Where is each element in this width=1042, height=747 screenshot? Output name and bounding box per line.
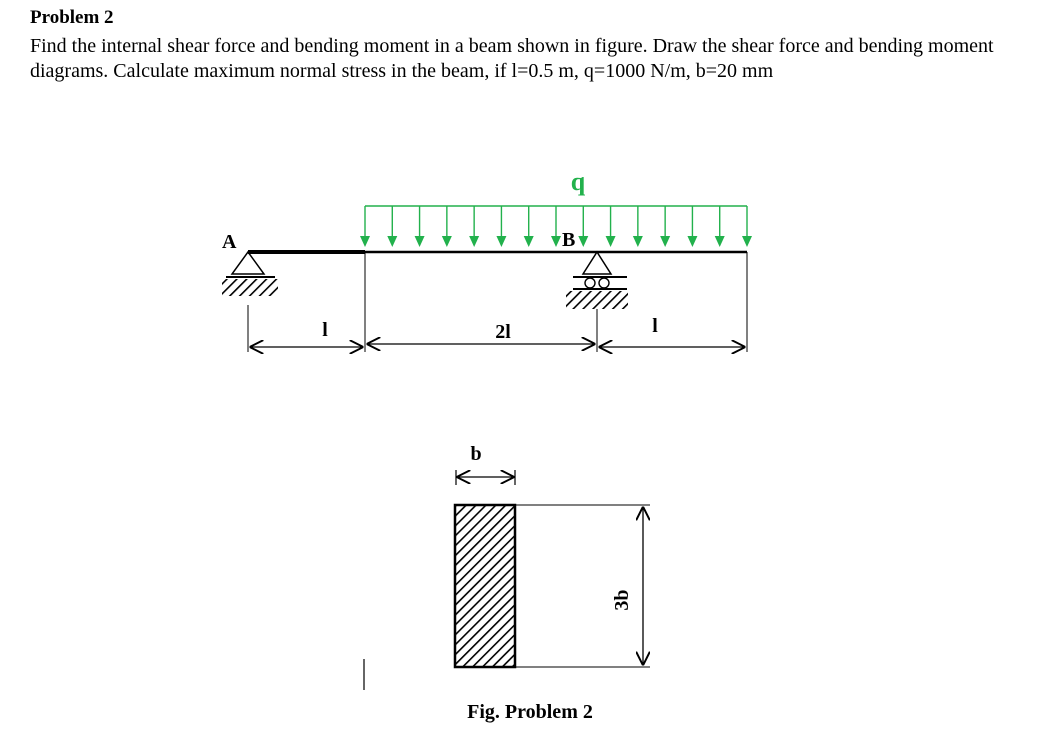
load-arrow-head [660, 236, 670, 247]
roller-support-b [566, 252, 628, 309]
figure-caption: Fig. Problem 2 [467, 701, 593, 723]
dim-label-left: l [322, 319, 328, 341]
load-arrow-head [524, 236, 534, 247]
section-width-label: b [470, 443, 482, 465]
load-arrow-head [687, 236, 697, 247]
load-arrow-head [469, 236, 479, 247]
load-arrow-head [606, 236, 616, 247]
problem-statement: Find the internal shear force and bending moment in a beam shown in figure. Draw the shear force and bending moment diagrams. Calculate maximum normal stress in the beam, if l=0.5 m, q=1000 N/m, b=20 mm [30, 35, 994, 82]
load-arrow-head [442, 236, 452, 247]
load-arrow-head [387, 236, 397, 247]
support-b-label: B [562, 229, 576, 251]
problem-title: Problem 2 [30, 7, 114, 28]
load-arrow-head [633, 236, 643, 247]
load-arrow-head [551, 236, 561, 247]
load-label-q: q [570, 167, 586, 196]
load-arrow-head [715, 236, 725, 247]
dimension-lines [251, 344, 744, 347]
load-arrow-head [415, 236, 425, 247]
load-arrow-head [742, 236, 752, 247]
load-arrow-head [496, 236, 506, 247]
dim-label-middle: 2l [495, 321, 511, 343]
pinned-support-a [222, 252, 278, 296]
load-arrow-head [360, 236, 370, 247]
section-height-label: 3b [611, 589, 633, 611]
support-a-label: A [222, 231, 237, 253]
dim-label-right: l [652, 315, 658, 337]
distributed-load [360, 206, 752, 247]
load-arrow-head [578, 236, 588, 247]
cross-section-rectangle [455, 505, 515, 667]
